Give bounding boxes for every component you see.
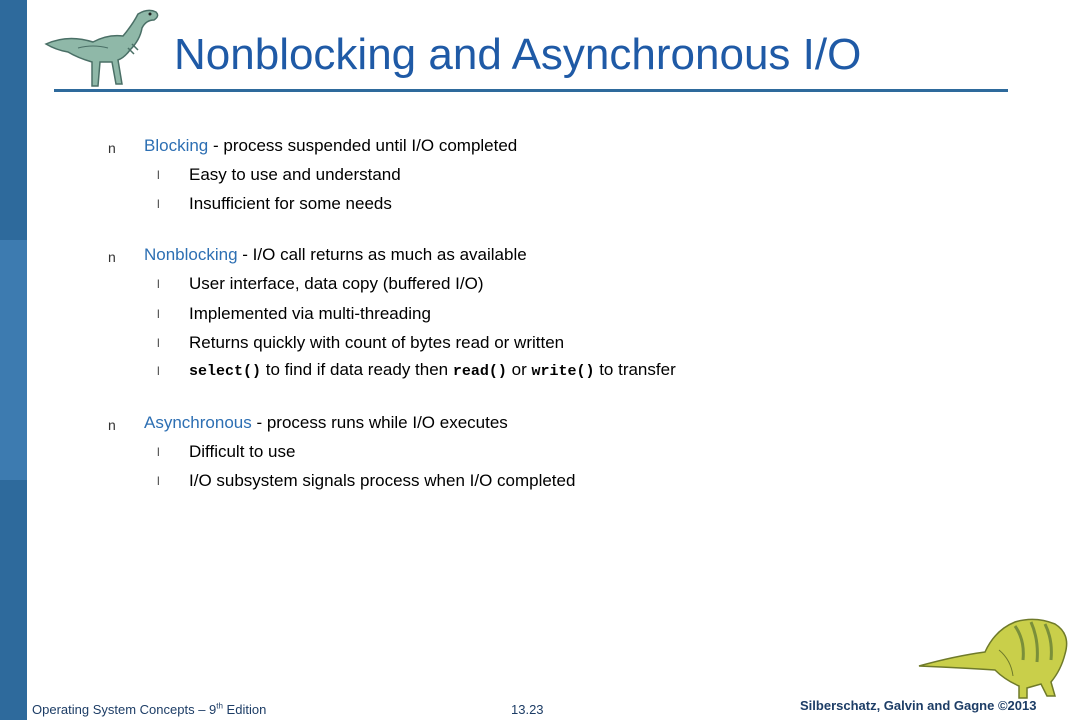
sub-bullet-code-line: select() to find if data ready then read() or write() to transfer [189, 360, 676, 380]
sidebar-band-middle [0, 240, 27, 480]
sub-bullet-text: Returns quickly with count of bytes read or written [189, 333, 565, 352]
footer-page-number: 13.23 [511, 702, 544, 717]
sub-bullet-text: User interface, data copy (buffered I/O) [189, 274, 484, 293]
sub-bullet-marker-icon: l [157, 277, 160, 291]
keyword-asynchronous: Asynchronous [144, 413, 252, 432]
code-write: write() [531, 363, 595, 380]
dinosaur-top-logo [38, 4, 168, 94]
sub-bullet-text: Implemented via multi-threading [189, 304, 431, 323]
sub-bullet-marker-icon: l [157, 336, 160, 350]
sub-bullet-text: Insufficient for some needs [189, 194, 392, 213]
bullet-nonblocking [144, 246, 527, 263]
sub-bullet-marker-icon: l [157, 307, 160, 321]
bullet-text: - process suspended until I/O completed [208, 136, 518, 155]
sub-bullet-marker-icon: l [157, 168, 160, 182]
bullet-text: - process runs while I/O executes [251, 413, 508, 432]
sub-bullet-text: Difficult to use [189, 442, 296, 461]
bullet-blocking [144, 137, 517, 154]
code-select: select() [189, 363, 262, 380]
footer-book-title: Operating System Concepts – 9th Edition [32, 701, 267, 717]
sub-bullet-text: Easy to use and understand [189, 165, 401, 184]
sub-bullet-marker-icon: l [157, 474, 160, 488]
sub-bullet-marker-icon: l [157, 364, 160, 378]
sub-bullet-text: I/O subsystem signals process when I/O completed [189, 471, 576, 490]
dinosaur-bottom-logo [915, 600, 1075, 700]
title-underline [54, 89, 1008, 92]
sub-bullet-marker-icon: l [157, 445, 160, 459]
footer-copyright: Silberschatz, Galvin and Gagne ©2013 [800, 698, 1037, 713]
bullet-text: - I/O call returns as much as available [237, 245, 527, 264]
sub-bullet-marker-icon: l [157, 197, 160, 211]
bullet-marker-icon: n [108, 140, 116, 156]
bullet-marker-icon: n [108, 249, 116, 265]
page-title: Nonblocking and Asynchronous I/O [174, 30, 862, 79]
sidebar-band-top [0, 0, 27, 240]
keyword-blocking: Blocking [144, 136, 209, 155]
keyword-nonblocking: Nonblocking [144, 245, 238, 264]
code-read: read() [452, 363, 507, 380]
sidebar-band-bottom [0, 480, 27, 720]
bullet-asynchronous [144, 414, 508, 431]
bullet-marker-icon: n [108, 417, 116, 433]
